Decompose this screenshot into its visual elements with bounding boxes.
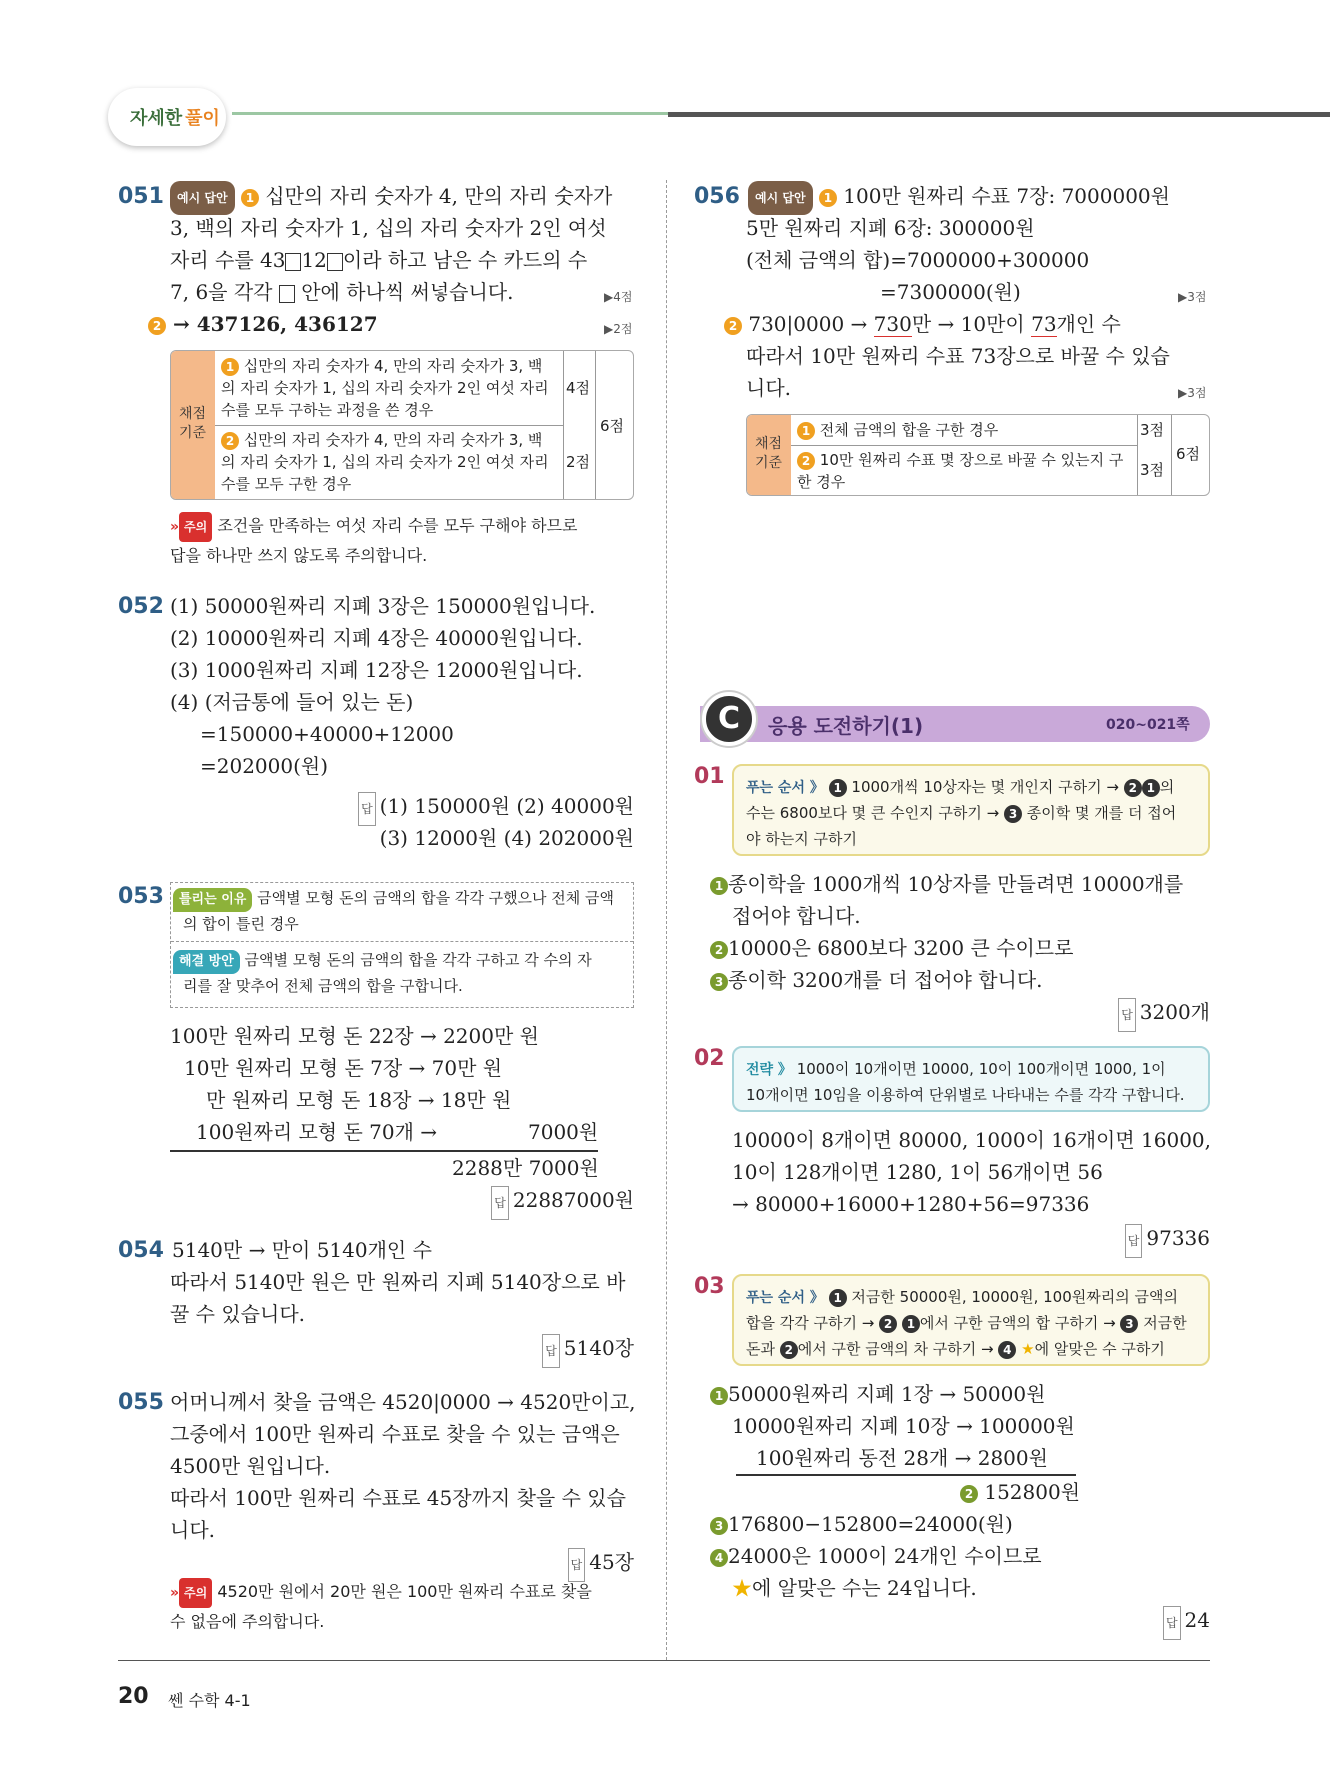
q01-sol2 (710, 932, 1073, 964)
p053-sum: 2288만 7000원 (452, 1156, 599, 1180)
answer-tag: 답 (1118, 998, 1136, 1032)
p054-line1: 5140만 → 만이 5140개인 수 (172, 1238, 432, 1262)
answer-tag: 답 (568, 1548, 586, 1582)
p056-l5b: 730 (873, 312, 912, 336)
p053-fix2: 리를 잘 맞추어 전체 금액의 합을 구합니다. (183, 977, 463, 995)
p051-l3a: 자리 수를 43 (170, 248, 286, 272)
r2b: 한 경우 (797, 473, 846, 491)
p055-line3: 4500만 원입니다. (170, 1454, 331, 1478)
fix-tag: 해결 방안 (173, 950, 240, 974)
q03-process-box (732, 1274, 1210, 1366)
q03-sol7 (732, 1572, 977, 1604)
process-tag: 푸는 순서 》 (746, 780, 824, 796)
p053-wrong (173, 887, 614, 912)
p055-line4: 따라서 100만 원짜리 수표로 45장까지 찾을 수 있습 (170, 1486, 626, 1510)
p051-text1: 십만의 자리 숫자가 4, 만의 자리 숫자가 (265, 184, 613, 208)
step1-icon: 1 (241, 189, 259, 207)
p051-l3b: 12 (301, 248, 327, 272)
p055-ans: 45장 (589, 1550, 634, 1574)
rubric-label-a: 채점 (755, 436, 783, 452)
rubric-pts1: 3점 (1140, 421, 1165, 439)
r1b: 의 자리 숫자가 1, 십의 자리 숫자가 2인 여섯 자리 (221, 379, 549, 397)
rubric-vline2 (1171, 415, 1172, 496)
p056-line4: =7300000(원) (880, 280, 1021, 304)
p051-points1: ▶4점 (604, 290, 633, 304)
q03-sol5 (710, 1508, 1013, 1540)
p053-calc4: 100원짜리 모형 돈 70개 → (196, 1120, 438, 1144)
blank-box-icon (285, 253, 301, 271)
q03-proc3 (746, 1338, 1165, 1360)
q01-sol3 (710, 964, 1043, 996)
q03-p3c: 에 알맞은 수 구하기 (1034, 1340, 1165, 1358)
rubric-total: 6점 (600, 417, 625, 435)
rubric-label (755, 435, 782, 473)
hint-divider (171, 941, 633, 942)
rubric-pts1: 4점 (566, 379, 591, 397)
q01-proc3: 야 하는지 구하기 (746, 830, 857, 848)
q02-answer (1125, 1222, 1210, 1258)
rubric-label-b: 기준 (755, 455, 783, 471)
rubric-label-b: 기준 (179, 425, 207, 441)
p053-hint-box (170, 882, 634, 1008)
q03-sol2: 10000원짜리 지폐 10장 → 100000원 (732, 1414, 1075, 1438)
problem-number-054: 054 (118, 1238, 164, 1263)
q03-sol6 (710, 1540, 1042, 1572)
section-pages: 020~021쪽 (1106, 717, 1190, 733)
r2a: 10만 원짜리 수표 몇 장으로 바꿀 수 있는지 구 (819, 451, 1124, 469)
q02-sol3: → 80000+16000+1280+56=97336 (732, 1192, 1090, 1216)
step2-icon: 2 (797, 452, 815, 470)
blank-box-icon (327, 253, 343, 271)
step2-icon: 2 (148, 317, 166, 335)
rubric-row2 (797, 449, 1123, 493)
p054-answer (542, 1332, 634, 1368)
question-number-03: 03 (694, 1274, 725, 1299)
q03-p2c: 저금한 (1143, 1314, 1187, 1332)
step3-icon: 3 (1004, 805, 1022, 823)
r1c: 수를 모두 구하는 과정을 쓴 경우 (221, 401, 434, 419)
q02-strat2: 10개이면 10임을 이용하여 단위별로 나타내는 수를 각각 구합니다. (746, 1086, 1185, 1104)
rubric-vline2 (595, 351, 596, 500)
p055-warning (170, 1578, 592, 1636)
step2-icon: 2 (1124, 779, 1142, 797)
strategy-tag: 전략 》 (746, 1062, 792, 1078)
rubric-row1 (221, 355, 549, 421)
p056-rubric (746, 414, 1210, 496)
step2-icon: 2 (879, 1315, 897, 1333)
warning-tag: 주의 (179, 1578, 212, 1608)
step2-icon: 2 (710, 941, 728, 959)
p056-l5a: 730|0000 → (748, 312, 874, 336)
q01-proc1 (746, 776, 1174, 799)
q02-strat1 (746, 1058, 1166, 1081)
p053-calc4b: 7000원 (528, 1120, 599, 1144)
r2b: 의 자리 숫자가 1, 십의 자리 숫자가 2인 여섯 자리 (221, 453, 549, 471)
rubric-divider (791, 445, 1137, 446)
p055-answer (568, 1546, 634, 1582)
problem-number-052: 052 (118, 594, 164, 619)
p054-ans: 5140장 (563, 1336, 634, 1360)
step1-icon: 1 (710, 877, 728, 895)
page-number: 20 (118, 1684, 149, 1709)
rubric-row1 (797, 419, 998, 441)
q03-s7: 에 알맞은 수는 24입니다. (752, 1576, 977, 1600)
p055-line1: 어머니께서 찾을 금액은 4520|0000 → 4520만이고, (170, 1390, 636, 1414)
p051-line1 (170, 180, 612, 215)
q03-sol1 (710, 1378, 1045, 1410)
p052-line3: (3) 1000원짜리 지폐 12장은 12000원입니다. (170, 658, 583, 682)
logo-text-b: 풀이 (185, 108, 220, 129)
answer-tag: 답 (358, 792, 376, 826)
q03-sol3: 100원짜리 동전 28개 → 2800원 (756, 1446, 1048, 1470)
answer-tag: 답 (1125, 1224, 1143, 1258)
q02-p1: 1000이 10개이면 10000, 10이 100개이면 1000, 1이 (796, 1060, 1166, 1078)
p053-fix (173, 949, 592, 974)
step2-icon: 2 (724, 317, 742, 335)
answer-tag: 답 (491, 1186, 509, 1220)
rubric-total: 6점 (1176, 445, 1201, 463)
p056-line6: 따라서 10만 원짜리 수표 73장으로 바꿀 수 있습 (746, 344, 1170, 368)
q01-sol1 (710, 868, 1183, 900)
step2-icon: 2 (960, 1485, 978, 1503)
step1-icon: 1 (221, 358, 239, 376)
q01-s2: 10000은 6800보다 3200 큰 수이므로 (728, 936, 1074, 960)
footer-rule (118, 1660, 1210, 1661)
q01-answer (1118, 996, 1210, 1032)
warn1: 4520만 원에서 20만 원은 100만 원짜리 수표로 찾을 (217, 1582, 592, 1601)
header-rule-green (232, 112, 668, 115)
p052-line6: =202000(원) (200, 754, 329, 778)
step4-icon: 4 (710, 1549, 728, 1567)
rubric-vline1 (1137, 415, 1138, 496)
star-icon: ★ (732, 1576, 752, 1600)
step3-icon: 3 (710, 973, 728, 991)
q02-ans: 97336 (1146, 1226, 1210, 1250)
p055-line2: 그중에서 100만 원짜리 수표로 찾을 수 있는 금액은 (170, 1422, 620, 1446)
p052-answer2: (3) 12000원 (4) 202000원 (379, 826, 634, 850)
q01-p1: 1000개씩 10상자는 몇 개인지 구하기 → (851, 778, 1119, 796)
q02-strategy-box (732, 1046, 1210, 1112)
p051-l3c: 이라 하고 남은 수 카드의 수 (342, 248, 588, 272)
step1-icon: 1 (1142, 779, 1160, 797)
p054-line3: 꿀 수 있습니다. (170, 1302, 305, 1326)
step1-icon: 1 (710, 1387, 728, 1405)
q02-sol2: 10이 128개이면 1280, 1이 56개이면 56 (732, 1160, 1103, 1184)
step2-icon: 2 (221, 432, 239, 450)
p051-line2: 3, 백의 자리 숫자가 1, 십의 자리 숫자가 2인 여섯 (170, 216, 607, 240)
p051-line5 (148, 308, 378, 340)
p056-l5e: 개인 수 (1056, 312, 1121, 336)
rubric-label-a: 채점 (179, 406, 207, 422)
q03-p2b: 에서 구한 금액의 합 구하기 → (919, 1314, 1116, 1332)
section-logo (108, 88, 226, 146)
step3-icon: 3 (1120, 1315, 1138, 1333)
step3-icon: 3 (710, 1517, 728, 1535)
q01-p2: 수는 6800보다 몇 큰 수인지 구하기 → (746, 804, 1000, 822)
p053-answer (491, 1184, 634, 1220)
p051-l4a: 7, 6을 각각 (170, 280, 273, 304)
p051-l4b: 안에 하나씩 써넣습니다. (301, 280, 514, 304)
q03-p1: 저금한 50000원, 10000원, 100원짜리의 금액의 (851, 1288, 1178, 1306)
warning-arrows-icon: » (170, 1585, 180, 1601)
warn1: 조건을 만족하는 여섯 자리 수를 모두 구해야 하므로 (217, 516, 578, 535)
p051-rubric (170, 350, 634, 500)
q01-process-box (732, 764, 1210, 856)
step4-icon: 4 (998, 1341, 1016, 1359)
answer-tag: 답 (542, 1334, 560, 1368)
p056-points2: ▶3점 (1178, 386, 1207, 400)
blank-box-icon (279, 285, 295, 303)
p056-points1: ▶3점 (1178, 290, 1207, 304)
p053-calc2: 10만 원짜리 모형 돈 7장 → 70만 원 (184, 1056, 503, 1080)
p056-line5 (724, 308, 1121, 340)
step1-icon: 1 (797, 422, 815, 440)
q01-s3: 종이학 3200개를 더 접어야 합니다. (728, 968, 1043, 992)
header-rule-dark (668, 112, 1330, 117)
p055-line5: 니다. (170, 1518, 215, 1542)
warn2: 수 없음에 주의합니다. (170, 1612, 325, 1631)
fix1: 금액별 모형 돈의 금액의 합을 각각 구하고 각 수의 자 (244, 951, 592, 969)
q03-p2a: 합을 각각 구하기 → (746, 1314, 875, 1332)
q03-p3a: 돈과 (746, 1340, 775, 1358)
p056-line1 (748, 180, 1170, 215)
warning-arrows-icon: » (170, 519, 180, 535)
q03-s1: 50000원짜리 지폐 1장 → 50000원 (728, 1382, 1046, 1406)
p052-line2: (2) 10000원짜리 지폐 4장은 40000원입니다. (170, 626, 583, 650)
q03-proc2 (746, 1312, 1187, 1334)
p051-warning (170, 512, 578, 570)
r1a: 십만의 자리 숫자가 4, 만의 자리 숫자가 3, 백 (243, 357, 543, 375)
section-letter-icon: C (702, 692, 756, 746)
star-icon: ★ (1021, 1340, 1035, 1358)
answer-tag: 답 (1163, 1606, 1181, 1640)
example-answer-tag: 예시 답안 (170, 181, 235, 215)
q03-answer (1163, 1604, 1210, 1640)
rubric-divider (215, 425, 563, 426)
question-number-01: 01 (694, 764, 725, 789)
q01-p1b: 의 (1159, 778, 1175, 796)
step1-icon: 1 (819, 189, 837, 207)
p053-ans: 22887000원 (512, 1188, 634, 1212)
q01-p2b: 종이학 몇 개를 더 접어 (1026, 804, 1177, 822)
p056-l1: 100만 원짜리 수표 7장: 7000000원 (843, 184, 1170, 208)
p056-l5d: 73 (1031, 312, 1057, 336)
problem-number-053: 053 (118, 884, 164, 909)
p056-l5c: 만 → 10만이 (911, 312, 1032, 336)
logo-text-a: 자세한 (130, 108, 183, 129)
problem-number-056: 056 (694, 184, 740, 209)
rubric-pts2: 2점 (566, 453, 591, 471)
q01-s1a: 종이학을 1000개씩 10상자를 만들려면 10000개를 (728, 872, 1184, 896)
p051-line3 (170, 244, 587, 276)
p051-line4 (170, 276, 513, 308)
step1-icon: 1 (902, 1315, 920, 1333)
p053-calc1: 100만 원짜리 모형 돈 22장 → 2200만 원 (170, 1024, 539, 1048)
q03-s5: 176800−152800=24000(원) (728, 1512, 1013, 1536)
q01-sol1b: 접어야 합니다. (732, 904, 861, 928)
problem-number-051: 051 (118, 184, 164, 209)
p052-line5: =150000+40000+12000 (200, 722, 454, 746)
rubric-label (179, 405, 206, 443)
book-title: 쎈 수학 4-1 (168, 1691, 251, 1710)
wrong1: 금액별 모형 돈의 금액의 합을 각각 구했으나 전체 금액 (257, 889, 615, 907)
step1-icon: 1 (829, 779, 847, 797)
warn2: 답을 하나만 쓰지 않도록 주의합니다. (170, 546, 428, 565)
p052-answer1 (358, 790, 634, 826)
q01-proc2 (746, 802, 1176, 824)
p056-line7: 니다. (746, 376, 791, 400)
p056-line2: 5만 원짜리 지폐 6장: 300000원 (746, 216, 1035, 240)
warning-tag: 주의 (179, 512, 212, 542)
example-answer-tag: 예시 답안 (748, 181, 813, 215)
p051-points2: ▶2점 (604, 322, 633, 336)
wrong-reason-tag: 틀리는 이유 (173, 888, 252, 912)
p052-line1: (1) 50000원짜리 지폐 3장은 150000원입니다. (170, 594, 596, 618)
column-divider (666, 180, 667, 1660)
p056-line3: (전체 금액의 합)=7000000+300000 (746, 248, 1090, 272)
q03-p3b: 에서 구한 금액의 차 구하기 → (797, 1340, 994, 1358)
q03-sol4 (960, 1476, 1080, 1508)
r1: 전체 금액의 합을 구한 경우 (819, 421, 999, 439)
question-number-02: 02 (694, 1046, 725, 1071)
p052-line4: (4) (저금통에 들어 있는 돈) (170, 690, 414, 714)
step1-icon: 1 (829, 1289, 847, 1307)
p052-ans1: (1) 150000원 (2) 40000원 (379, 794, 634, 818)
process-tag: 푸는 순서 》 (746, 1290, 824, 1306)
q03-s6: 24000은 1000이 24개인 수이므로 (728, 1544, 1042, 1568)
rubric-row2 (221, 429, 549, 495)
r2a: 십만의 자리 숫자가 4, 만의 자리 숫자가 3, 백 (243, 431, 543, 449)
p053-calc3: 만 원짜리 모형 돈 18장 → 18만 원 (206, 1088, 512, 1112)
section-title: 응용 도전하기(1) (768, 714, 924, 738)
rubric-pts2: 3점 (1140, 461, 1165, 479)
p051-l5: → 437126, 436127 (172, 312, 378, 336)
q01-ans: 3200개 (1139, 1000, 1210, 1024)
q03-proc1 (746, 1286, 1178, 1309)
q02-sol1: 10000이 8개이면 80000, 1000이 16개이면 16000, (732, 1128, 1212, 1152)
p054-line2: 따라서 5140만 원은 만 원짜리 지폐 5140장으로 바 (170, 1270, 626, 1294)
r2c: 수를 모두 구한 경우 (221, 475, 352, 493)
problem-number-055: 055 (118, 1390, 164, 1415)
p053-wrong2: 의 합이 틀린 경우 (183, 915, 299, 933)
step2-icon: 2 (780, 1341, 798, 1359)
q03-ans: 24 (1184, 1608, 1210, 1632)
q03-s4: 152800원 (984, 1480, 1081, 1504)
rubric-vline1 (563, 351, 564, 500)
